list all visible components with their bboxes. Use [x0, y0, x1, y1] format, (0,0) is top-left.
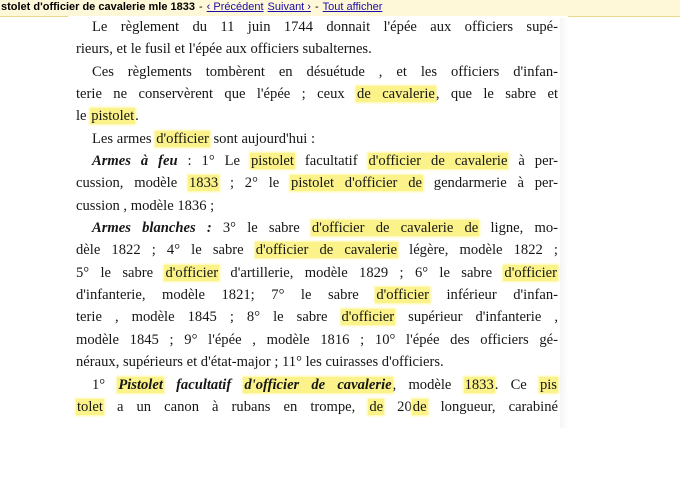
search-highlight: d'officier — [165, 264, 219, 281]
text-segment: modèle 1845 ; 9° l'épée , modèle 1816 ; 10° l'épée des officiers gé- — [76, 331, 558, 348]
text-segment: cussion , modèle 1836 ; — [76, 197, 215, 214]
text-line — [76, 38, 558, 60]
text-line — [76, 351, 558, 373]
text-segment: d'infanterie, modèle 1821; 7° le sabre — [76, 287, 376, 304]
separator: - — [199, 1, 203, 13]
separator: - — [314, 1, 319, 13]
search-highlight: 1833 — [188, 175, 219, 192]
text-segment: longueur, carabiné — [427, 398, 559, 415]
text-segment: sont aujourd'hui : — [209, 130, 316, 147]
text-line — [76, 195, 558, 217]
text-line — [76, 396, 558, 418]
text-segment: à per- — [508, 153, 559, 170]
text-segment: Armes à feu — [92, 153, 178, 170]
search-highlight: pistolet — [91, 108, 135, 125]
text-segment: 3° le sabre — [211, 220, 311, 237]
text-segment: facultatif — [294, 153, 368, 170]
search-highlight: Pistolet — [118, 376, 163, 393]
text-segment: 20 — [384, 398, 412, 415]
text-line — [76, 374, 558, 396]
search-highlight: d'officier — [376, 287, 429, 304]
search-navigation-bar — [0, 0, 680, 17]
text-line — [76, 284, 558, 306]
text-line — [76, 329, 558, 351]
search-highlight: d'officier de cavalerie — [368, 153, 508, 170]
text-line — [76, 61, 558, 83]
search-highlight: d'officier de cavalerie — [244, 376, 392, 393]
page-edge-shadow — [560, 18, 568, 428]
previous-result-link[interactable]: ‹ Précédent — [206, 1, 264, 13]
text-segment: dèle 1822 ; 4° le sabre — [76, 242, 255, 259]
text-line — [76, 105, 558, 127]
search-highlight: d'officier — [341, 309, 395, 326]
text-segment: 1° — [92, 376, 118, 393]
search-highlight: de — [412, 398, 427, 415]
text-segment: d'artillerie, modèle 1829 ; 6° le sabre — [219, 264, 504, 281]
text-line — [76, 128, 558, 150]
text-segment: gendarmerie à per- — [422, 175, 558, 192]
text-segment: 5° le sabre — [76, 264, 165, 281]
text-segment: ligne, mo- — [479, 220, 558, 237]
search-highlight: pistolet d'officier de — [291, 175, 422, 192]
book-text-column — [76, 16, 558, 418]
text-segment: Armes blanches : — [92, 220, 212, 237]
text-segment: . Ce — [494, 376, 539, 393]
next-result-link[interactable]: Suivant › — [267, 1, 311, 13]
text-segment: facultatif — [163, 376, 244, 393]
show-all-link[interactable]: Tout afficher — [322, 1, 383, 13]
text-line — [76, 172, 558, 194]
search-highlight: d'officier de cavalerie — [255, 242, 398, 259]
text-segment: supérieur d'infanterie , — [395, 309, 558, 326]
scanned-book-page — [68, 16, 568, 428]
text-segment: terie ne conservèrent que l'épée ; ceux — [76, 86, 357, 103]
text-line — [76, 16, 558, 38]
text-segment: ; 2° le — [219, 175, 291, 192]
text-segment: , que le sabre et — [435, 86, 558, 103]
text-segment: Le règlement du 11 juin 1744 donnait l'épée aux officiers supé- — [92, 19, 558, 35]
text-segment: Ces règlements tombèrent en désuétude , et les officiers d'infan- — [92, 63, 558, 80]
search-highlight: d'officier — [504, 264, 558, 281]
text-line — [76, 83, 558, 105]
search-highlight: de cavalerie — [357, 86, 435, 103]
search-highlight: tolet — [77, 398, 103, 415]
search-query-title: stolet d'officier de cavalerie mle 1833 — [1, 1, 195, 13]
text-segment: inférieur d'infan- — [429, 287, 559, 304]
text-line — [76, 262, 558, 284]
search-highlight: d'officier — [156, 130, 209, 147]
text-line — [76, 150, 558, 172]
search-highlight: de — [369, 398, 384, 415]
text-segment: le — [76, 108, 91, 125]
text-segment: rieurs, et le fusil et l'épée aux officiers subalternes. — [76, 41, 372, 58]
search-highlight: d'officier de cavalerie de — [311, 220, 479, 237]
text-segment: cussion, modèle — [76, 175, 188, 192]
text-segment: . — [135, 108, 139, 125]
search-highlight: pis — [539, 376, 557, 393]
text-segment: , modèle — [392, 376, 464, 393]
text-line — [76, 217, 558, 239]
text-segment: : 1° Le — [177, 153, 250, 170]
search-highlight: pistolet — [250, 153, 294, 170]
text-segment: terie , modèle 1845 ; 8° le sabre — [76, 309, 341, 326]
text-segment: néraux, supérieurs et d'état-major ; 11° les cuirasses d'officiers. — [76, 354, 444, 371]
search-highlight: 1833 — [464, 376, 494, 393]
text-segment: légère, modèle 1822 ; — [398, 242, 558, 259]
text-line — [76, 239, 558, 261]
text-segment: Les armes — [92, 130, 156, 147]
text-line — [76, 306, 558, 328]
text-segment: a un canon à rubans en trompe, — [103, 398, 369, 415]
